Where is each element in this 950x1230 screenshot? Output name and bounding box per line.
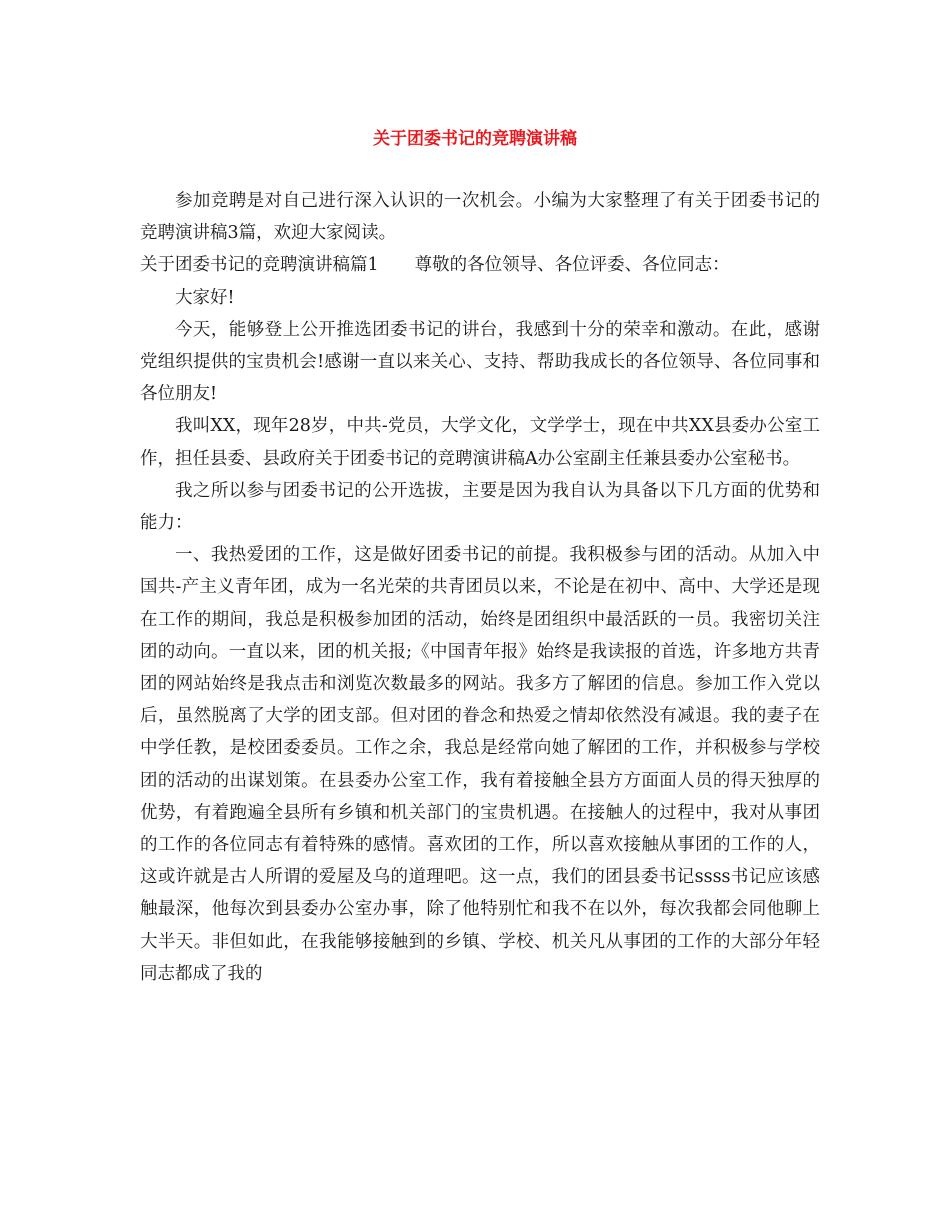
page-title: 关于团委书记的竞聘演讲稿 (373, 129, 577, 149)
section-heading-line (140, 249, 820, 281)
salutation: 尊敬的各位领导、各位评委、各位同志： (414, 255, 730, 276)
body-paragraph-4: 一、我热爱团的工作，这是做好团委书记的前提。我积极参与团的活动。从加入中国共-产主义青年团，成为一名光荣的共青团员以来，不论是在初中、高中、大学还是现在工作的期间，我总是积极参加团的活动，始终是团组织中最活跃的一员。我密切关注团的动向。一直以来，团的机关报;《中国青年报》始终是我读报的首选，许多地方共青团的网站始终是我点击和浏览次数最多的网站。我多方了解团的信息。参加工作入党以后，虽然脱离了大学的团支部。但对团的眷念和热爱之情却依然没有减退。我的妻子在中学任教，是校团委委员。工作之余，我总是经常向她了解团的工作，并积极参与学校团的活动的出谋划策。在县委办公室工作，我有着接触全县方方面面人员的得天独厚的优势，有着跑遍全县所有乡镇和机关部门的宝贵机遇。在接触人的过程中，我对从事团的工作的各位同志有着特殊的感情。喜欢团的工作，所以喜欢接触从事团的工作的人，这或许就是古人所谓的爱屋及乌的道理吧。这一点，我们的团县委书记ssss书记应该感触最深，他每次到县委办公室办事，除了他特别忙和我不在以外，每次我都会同他聊上大半天。非但如此，在我能够接触到的乡镇、学校、机关凡从事团的工作的大部分年轻同志都成了我的 (140, 545, 820, 984)
body-paragraph-3: 我之所以参与团委书记的公开选拔，主要是因为我自认为具备以下几方面的优势和能力： (140, 480, 820, 534)
document-body (140, 185, 820, 990)
section-title: 关于团委书记的竞聘演讲稿篇1 (140, 255, 379, 276)
intro-paragraph: 参加竞聘是对自己进行深入认识的一次机会。小编为大家整理了有关于团委书记的竞聘演讲稿3篇，欢迎大家阅读。 (140, 191, 820, 244)
greeting: 大家好! (175, 287, 235, 308)
body-paragraph-1: 今天，能够登上公开推选团委书记的讲台，我感到十分的荣幸和激动。在此，感谢党组织提供的宝贵机会!感谢一直以来关心、支持、帮助我成长的各位领导、各位同事和各位朋友! (140, 319, 820, 405)
body-paragraph-2: 我叫XX，现年28岁，中共-党员，大学文化，文学学士，现在中共XX县委办公室工作，担任县委、县政府关于团委书记的竞聘演讲稿A办公室副主任兼县委办公室秘书。 (140, 416, 820, 469)
